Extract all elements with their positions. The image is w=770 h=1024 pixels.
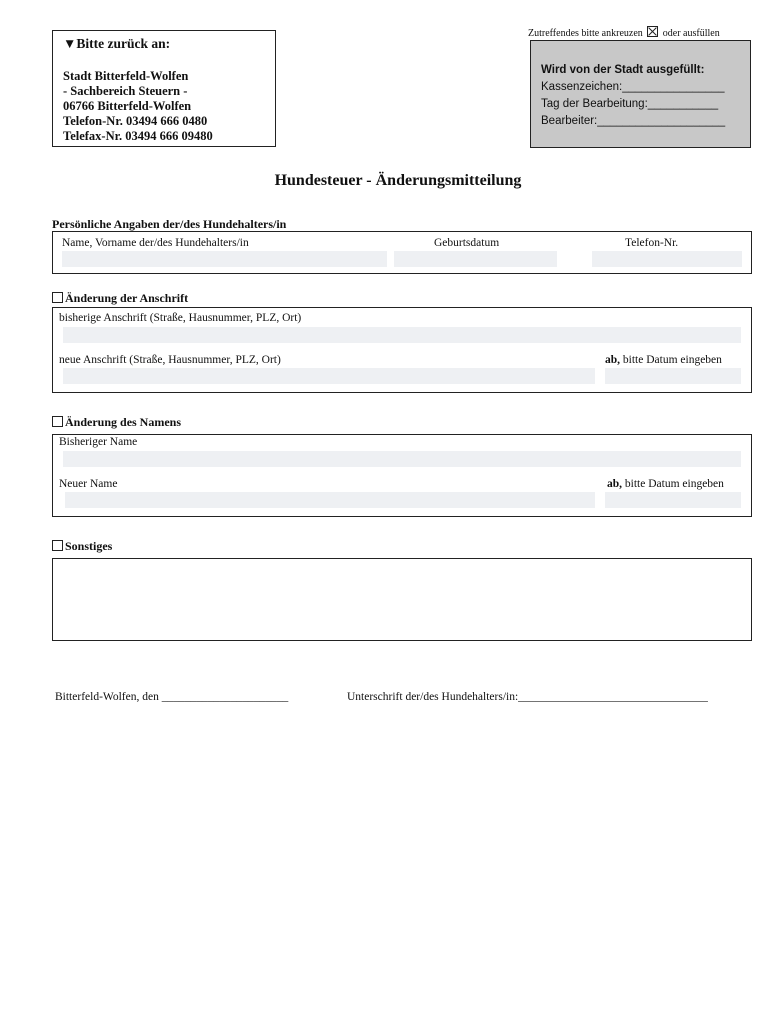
name-label: Name, Vorname der/des Hundehalters/in <box>62 237 249 249</box>
name-date-label <box>607 478 724 490</box>
old-address-field[interactable] <box>63 327 741 343</box>
name-change-checkbox[interactable] <box>52 416 63 427</box>
name-date-field[interactable] <box>605 492 741 508</box>
new-name-field[interactable] <box>65 492 595 508</box>
other-checkbox[interactable] <box>52 540 63 551</box>
address-date-label <box>605 354 722 366</box>
office-use-box <box>530 40 751 148</box>
return-line: Telefon-Nr. 03494 666 0480 <box>63 114 208 128</box>
other-textarea[interactable] <box>52 558 752 641</box>
return-heading <box>63 36 170 52</box>
new-address-label: neue Anschrift (Straße, Hausnummer, PLZ, Ort) <box>59 354 281 366</box>
name-change-label: Änderung des Namens <box>65 415 182 429</box>
other-heading <box>52 539 112 554</box>
personal-heading: Persönliche Angaben der/des Hundehalters/in <box>52 217 287 231</box>
other-label: Sonstiges <box>65 539 113 553</box>
crossed-box-icon <box>647 26 658 37</box>
address-change-label: Änderung der Anschrift <box>65 291 189 305</box>
phone-label: Telefon-Nr. <box>625 237 679 249</box>
birth-date-field[interactable] <box>394 251 557 267</box>
name-date-label-bold: ab, <box>607 478 623 490</box>
new-address-field[interactable] <box>63 368 595 384</box>
office-box-line: Bearbeiter:____________________ <box>541 115 726 127</box>
new-name-label: Neuer Name <box>59 478 118 490</box>
old-name-field[interactable] <box>63 451 741 467</box>
fill-instruction <box>528 26 720 39</box>
return-line: 06766 Bitterfeld-Wolfen <box>63 99 192 113</box>
address-change-checkbox[interactable] <box>52 292 63 303</box>
address-change-box <box>52 307 752 393</box>
instruction-before: Zutreffendes bitte ankreuzen <box>528 28 643 39</box>
address-date-label-bold: ab, <box>605 354 621 366</box>
phone-field[interactable] <box>592 251 742 267</box>
birth-date-label: Geburtsdatum <box>434 237 500 249</box>
return-line: Telefax-Nr. 03494 666 09480 <box>63 129 213 143</box>
address-date-field[interactable] <box>605 368 741 384</box>
name-change-box <box>52 434 752 517</box>
address-change-heading <box>52 291 188 306</box>
return-heading-text: Bitte zurück an: <box>76 36 171 51</box>
office-box-title: Wird von der Stadt ausgefüllt: <box>541 64 705 76</box>
personal-data-box <box>52 231 752 274</box>
name-field[interactable] <box>62 251 387 267</box>
old-name-label: Bisheriger Name <box>59 436 138 448</box>
address-date-label-rest: bitte Datum eingeben <box>622 354 722 366</box>
return-line: Stadt Bitterfeld-Wolfen <box>63 69 189 83</box>
office-box-line: Tag der Bearbeitung:___________ <box>541 98 719 110</box>
return-line: - Sachbereich Steuern - <box>63 84 188 98</box>
signature-line: Unterschrift der/des Hundehalters/in:_________________________________ <box>347 691 708 703</box>
office-box-content <box>541 62 725 130</box>
return-address-box <box>52 30 276 147</box>
old-address-label: bisherige Anschrift (Straße, Hausnummer, PLZ, Ort) <box>59 312 302 324</box>
office-box-line: Kassenzeichen:________________ <box>541 81 725 93</box>
place-date-line: Bitterfeld-Wolfen, den ______________________ <box>55 691 289 703</box>
return-address-lines <box>63 69 213 144</box>
name-change-heading <box>52 415 181 430</box>
triangle-down-icon: ▼ <box>63 36 77 51</box>
instruction-after: oder ausfüllen <box>662 28 720 39</box>
name-date-label-rest: bitte Datum eingeben <box>624 478 724 490</box>
page-title: Hundesteuer - Änderungsmitteilung <box>274 172 522 189</box>
